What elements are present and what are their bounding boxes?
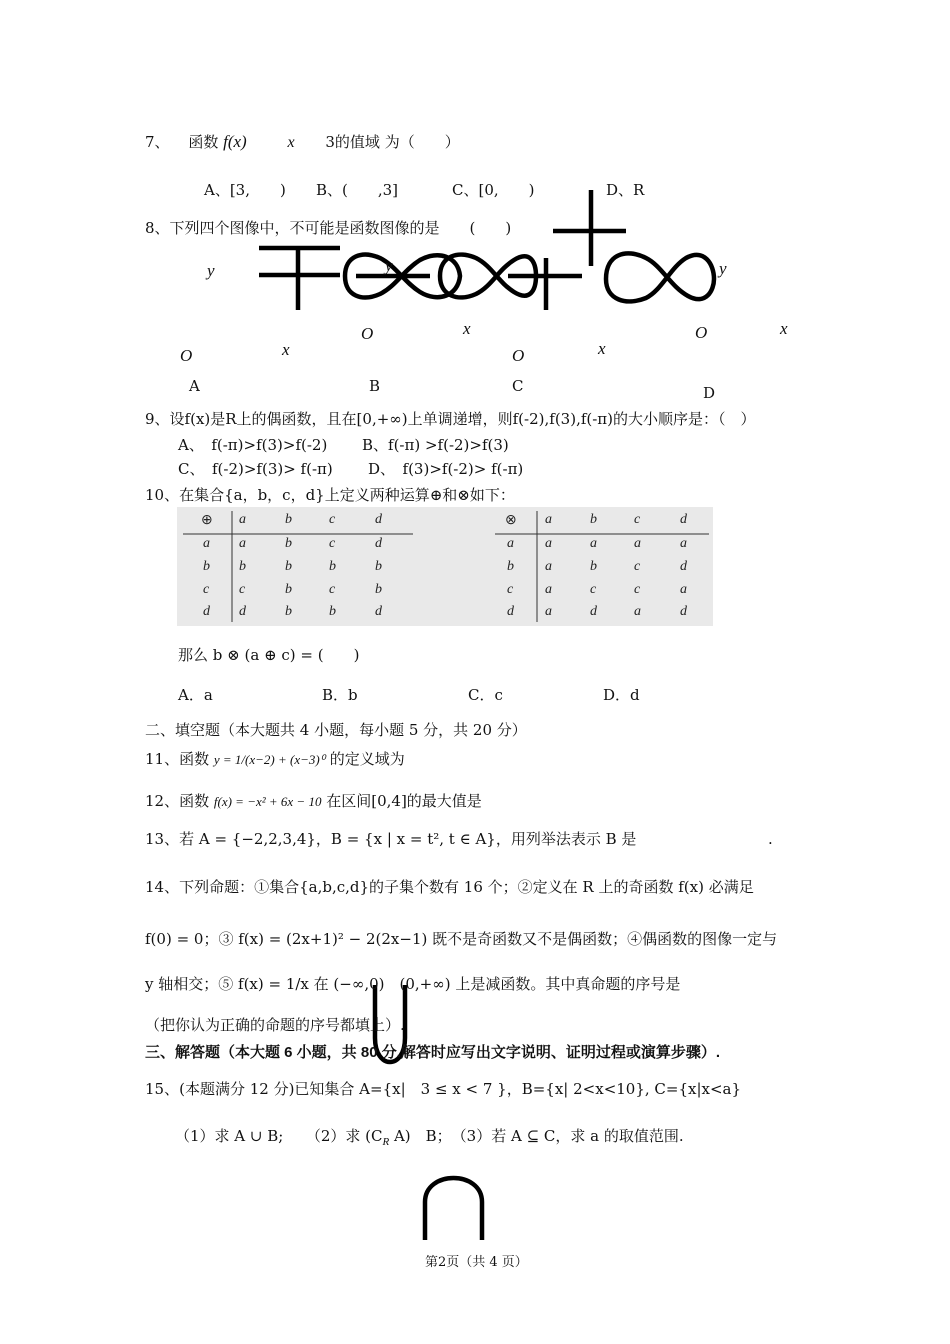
- plus-cell: a: [239, 536, 246, 551]
- times-cell: d: [680, 559, 687, 574]
- times-cell: a: [634, 536, 641, 551]
- q7-fx: f(x): [223, 132, 247, 151]
- times-cell: a: [545, 604, 552, 619]
- times-header-d: d: [680, 512, 687, 527]
- times-cell: b: [590, 559, 597, 574]
- q14-line-3: y 轴相交；⑤ f(x) = 1/x 在 (−∞,0) (0,+∞) 上是减函数。其中真命题的序号是: [145, 975, 681, 993]
- q7-option-d: D、R: [606, 181, 645, 199]
- q14-line-2: f(0) = 0；③ f(x) = (2x+1)² − 2(2x−1) 既不是奇函数又不是偶函数；④偶函数的图像一定与: [145, 930, 778, 948]
- q15-part2: A) B； （3）若 A ⊆ C，求 a 的取值范围.: [389, 1127, 684, 1145]
- q11-line: [145, 750, 405, 769]
- q10-option-c: C．c: [468, 686, 503, 704]
- plus-cell: d: [375, 604, 382, 619]
- plus-op-symbol: ⊕: [201, 513, 213, 528]
- times-cell: d: [507, 604, 514, 619]
- times-header-a: a: [545, 512, 552, 527]
- q7-num: 7、: [145, 133, 170, 151]
- page-footer: 第2页（共 4 页）: [425, 1255, 528, 1270]
- times-cell: c: [590, 582, 597, 597]
- q9-option-d: D、 f(3)>f(-2)> f(-π): [368, 460, 524, 478]
- q7-option-c: C、[0, ): [452, 181, 535, 199]
- times-header-b: b: [590, 512, 597, 527]
- q8-axis-x-d: x: [780, 319, 788, 338]
- plus-cell: b: [285, 582, 292, 597]
- q8-origin-a: O: [180, 346, 193, 365]
- q8-axis-y-d: y: [719, 259, 727, 278]
- q8-axis-y-a: y: [207, 261, 215, 280]
- plus-cell: d: [203, 604, 210, 619]
- q7-option-a: A、[3, ): [204, 181, 286, 199]
- plus-cell: b: [203, 559, 210, 574]
- section-3-heading: 三、解答题（本大题 6 小题，共 80 分.解答时应写出文字说明、证明过程或演算步骤）.: [145, 1044, 721, 1061]
- q8-label-b: B: [369, 377, 381, 395]
- q8-axis-x-c: x: [598, 339, 606, 358]
- q9-option-c: C、 f(-2)>f(3)> f(-π): [178, 460, 333, 478]
- q9-question: 9、设f(x)是R上的偶函数，且在[0,+∞)上单调递增，则f(-2),f(3),f(-π)的大小顺序是：（ ）: [145, 410, 756, 428]
- times-cell: d: [680, 604, 687, 619]
- times-cell: a: [507, 536, 514, 551]
- q8-axis-x-b: x: [463, 319, 471, 338]
- plus-cell: c: [239, 582, 246, 597]
- q15-part1: （1）求 A ∪ B; （2）求 (C: [175, 1127, 383, 1145]
- q8-axis-y-b: y: [385, 256, 393, 275]
- plus-cell: b: [239, 559, 246, 574]
- q13-question: 13、若 A = {−2,2,3,4}，B = {x | x = t², t ∈ A}，用列举法表示 B 是: [145, 830, 637, 848]
- plus-cell: c: [329, 582, 336, 597]
- q8-label-c: C: [512, 377, 524, 395]
- q15-subscript-r: R: [382, 1136, 390, 1148]
- q10-option-a: A．a: [178, 686, 213, 704]
- times-cell: c: [507, 582, 514, 597]
- q7-option-b: B、( ,3]: [316, 181, 399, 199]
- q8-axis-x-a: x: [282, 340, 290, 359]
- plus-cell: b: [329, 559, 336, 574]
- q12-prefix: 12、函数: [145, 792, 210, 810]
- q8-label-d: D: [703, 384, 716, 402]
- times-cell: a: [545, 536, 552, 551]
- q9-option-a: A、 f(-π)>f(3)>f(-2): [178, 436, 328, 454]
- times-op-symbol: ⊗: [505, 513, 517, 528]
- q8-origin-d: O: [695, 323, 708, 342]
- plus-cell: a: [203, 536, 210, 551]
- times-cell: c: [634, 559, 641, 574]
- q10-option-b: B．b: [322, 686, 358, 704]
- q14-line-4: （把你认为正确的命题的序号都填上）.: [145, 1016, 405, 1034]
- q11-suffix: 的定义域为: [329, 750, 405, 768]
- times-cell: a: [680, 536, 687, 551]
- times-cell: c: [634, 582, 641, 597]
- plus-cell: c: [203, 582, 210, 597]
- plus-cell: b: [285, 559, 292, 574]
- q7-x: x: [287, 134, 295, 151]
- times-cell: a: [590, 536, 597, 551]
- times-cell: a: [545, 559, 552, 574]
- times-cell: a: [680, 582, 687, 597]
- q10-expression: 那么 b ⊗ (a ⊕ c) = ( ): [178, 646, 360, 664]
- plus-cell: b: [375, 559, 382, 574]
- q10-question: 10、在集合{a，b，c，d}上定义两种运算⊕和⊗如下：: [145, 486, 515, 504]
- plus-cell: d: [239, 604, 246, 619]
- plus-cell: b: [329, 604, 336, 619]
- q12-suffix: 在区间[0,4]的最大值是: [326, 792, 482, 810]
- q8-label-a: A: [189, 377, 200, 395]
- q7-tail: 3的值域 为（ ）: [325, 133, 460, 151]
- q12-formula: f(x) = −x² + 6x − 10: [213, 794, 322, 809]
- operation-tables: [177, 507, 713, 626]
- q8-origin-c: O: [512, 346, 525, 365]
- q7-prefix: 函数: [188, 133, 219, 151]
- q9-option-b: B、f(-π) >f(-2)>f(3): [362, 436, 509, 454]
- q8-origin-b: O: [361, 324, 374, 343]
- cap-symbol: [425, 1178, 482, 1240]
- times-cell: d: [590, 604, 597, 619]
- q11-prefix: 11、函数: [145, 750, 210, 768]
- q10-option-d: D．d: [603, 686, 640, 704]
- q11-formula: y = 1/(x−2) + (x−3)⁰: [213, 752, 325, 767]
- plus-cell: c: [329, 536, 336, 551]
- q15-line-2: [175, 1127, 684, 1151]
- plus-cell: b: [285, 604, 292, 619]
- plus-header-b: b: [285, 512, 292, 527]
- q14-line-1: 14、下列命题：①集合{a,b,c,d}的子集个数有 16 个；②定义在 R 上的奇函数 f(x) 必满足: [145, 878, 754, 896]
- q8-question: 8、下列四个图像中，不可能是函数图像的是 ( ): [145, 219, 512, 237]
- plus-header-a: a: [239, 512, 246, 527]
- times-cell: a: [545, 582, 552, 597]
- plus-cell: d: [375, 536, 382, 551]
- times-cell: a: [634, 604, 641, 619]
- table-lines: [177, 507, 713, 626]
- q15-line-1: 15、(本题满分 12 分)已知集合 A={x| 3 ≤ x < 7 }，B={x| 2<x<10}, C={x|x<a}: [145, 1080, 742, 1098]
- plus-cell: b: [375, 582, 382, 597]
- q12-line: [145, 792, 482, 811]
- plus-cell: b: [285, 536, 292, 551]
- plus-header-d: d: [375, 512, 382, 527]
- times-cell: b: [507, 559, 514, 574]
- q13-dot: .: [768, 830, 773, 848]
- plus-header-c: c: [329, 512, 336, 527]
- graph-d-loop: [606, 253, 714, 301]
- times-header-c: c: [634, 512, 641, 527]
- section-2-heading: 二、填空题（本大题共 4 小题，每小题 5 分，共 20 分）: [145, 721, 527, 739]
